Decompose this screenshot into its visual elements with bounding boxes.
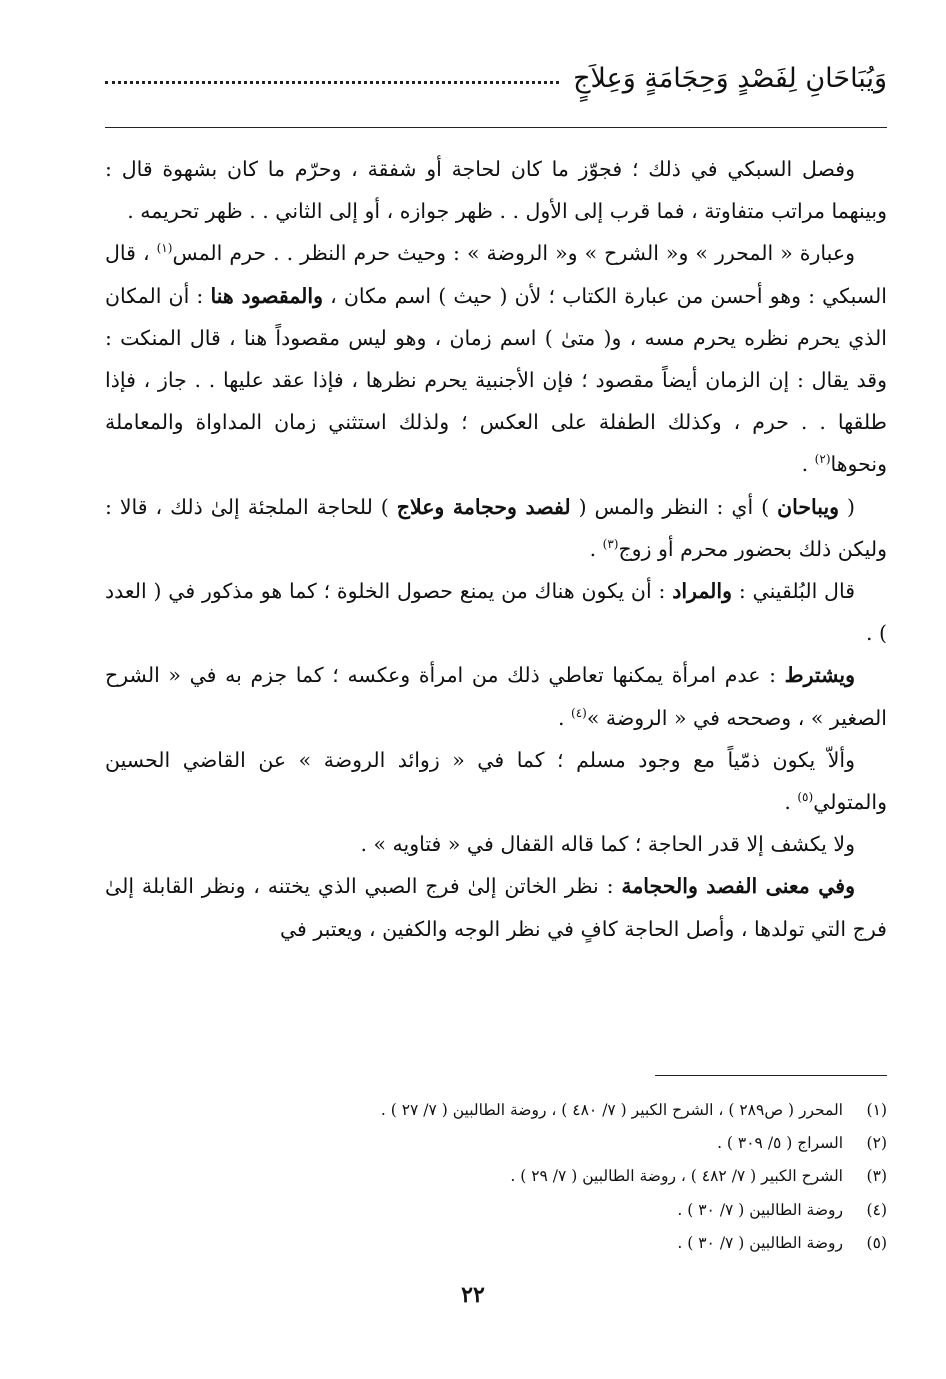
paragraph-3-bold-2: لفصد وحجامة وعلاج	[396, 494, 571, 519]
footnote-number: (١)	[866, 1101, 887, 1119]
footnote-text: الشرح الكبير ( ٧/ ٤٨٢ ) ، روضة الطالبين ( ٧/ ٢٩ ) .	[510, 1167, 843, 1186]
paragraph-5-end: .	[557, 705, 571, 730]
paragraph-8	[105, 865, 887, 949]
footnote-text: السراج ( ٥/ ٣٠٩ ) .	[717, 1134, 843, 1153]
paragraph-3-text-a: (	[839, 494, 856, 519]
footnotes	[105, 1094, 887, 1260]
paragraph-8-text-a: : نظر الخاتن إلىٰ فرج الصبي الذي يختنه ، ونظر القابلة إلىٰ فرج التي تولدها ، وأصل الحاجة كافٍ في نظر الوجه والكفين ، ويعتبر في	[105, 874, 887, 941]
paragraph-6-text-a: وألاّ يكون ذمّياً مع وجود مسلم ؛ كما في « زوائد الروضة » عن القاضي الحسين والمتولي	[105, 747, 887, 815]
paragraph-3-text-c: ) للحاجة الملجئة إلىٰ ذلك ، قالا : وليكن ذلك بحضور محرم أو زوج	[105, 494, 887, 561]
paragraph-5-bold: ويشترط	[784, 663, 855, 688]
footnote-number: (٣)	[866, 1167, 887, 1186]
paragraph-6-end: .	[784, 790, 798, 815]
paragraph-1	[105, 148, 887, 232]
footnote-text: روضة الطالبين ( ٧/ ٣٠ ) .	[677, 1233, 843, 1252]
paragraph-3-end: .	[589, 536, 603, 561]
header-divider	[105, 127, 887, 128]
paragraph-2-text-b: ، قال السبكي : وهو أحسن من عبارة الكتاب ؛ لأن ( حيث ) اسم مكان ،	[105, 241, 887, 308]
footnote-item	[105, 1160, 887, 1193]
page-number: ٢٢	[461, 1282, 485, 1308]
main-text	[105, 148, 887, 950]
paragraph-8-bold: وفي معنى الفصد والحجامة	[621, 874, 855, 899]
paragraph-3-text-b: ) أي : النظر والمس (	[570, 494, 778, 519]
header-title: وَيُبَاحَانِ لِفَصْدٍ وَحِجَامَةٍ وَعِلاَجٍ	[573, 62, 887, 94]
footnote-item	[105, 1094, 887, 1127]
paragraph-4	[105, 570, 887, 654]
paragraph-3-bold-1: ويباحان	[777, 494, 840, 519]
paragraph-5	[105, 654, 887, 738]
footnote-ref-3: (٣)	[602, 537, 619, 551]
footnote-number: (٢)	[866, 1134, 887, 1153]
paragraph-2-text-a: وعبارة « المحرر » و« الشرح » و« الروضة » : وحيث حرم النظر . . حرم المس	[172, 241, 855, 266]
footnote-ref-2: (٢)	[814, 452, 831, 467]
paragraph-4-text-b: : أن يكون هناك من يمنع حصول الخلوة ؛ كما هو مذكور في ( العدد ) .	[105, 579, 887, 646]
paragraph-2	[105, 232, 887, 485]
footnote-ref-1: (١)	[156, 241, 173, 256]
paragraph-2-text-c: : أن المكان الذي يحرم نظره يحرم مسه ، و( متىٰ ) اسم زمان ، وهو ليس مقصوداً هنا ، قال المنكت : وقد يقال : إن الزمان أيضاً مقصود ؛ فإن الأجنبية يحرم نظرها ، فإذا عقد عليها . . جاز ، فإذا طلقها . . حرم ، وكذلك الطفلة على العكس ؛ ولذلك استثني زمان المداواة والمعاملة ونحوها	[105, 283, 887, 477]
footnote-text: روضة الطالبين ( ٧/ ٣٠ ) .	[677, 1200, 843, 1219]
paragraph-7-text: ولا يكشف إلا قدر الحاجة ؛ كما قاله القفال في « فتاويه » .	[360, 832, 855, 857]
footnote-number: (٤)	[866, 1200, 887, 1219]
paragraph-7	[105, 823, 887, 865]
paragraph-2-bold: والمقصود هنا	[210, 283, 323, 308]
footnote-ref-4: (٤)	[571, 705, 587, 720]
paragraph-4-bold: والمراد	[672, 579, 733, 604]
footnote-item	[105, 1227, 887, 1260]
footnote-item	[105, 1127, 887, 1160]
footnote-divider	[655, 1075, 887, 1076]
footnote-number: (٥)	[866, 1233, 887, 1252]
paragraph-2-end: .	[801, 452, 815, 477]
paragraph-5-text-a: : عدم امرأة يمكنها تعاطي ذلك من امرأة وعكسه ؛ كما جزم به في « الشرح الصغير » ، وصححه في « الروضة »	[105, 663, 887, 730]
paragraph-4-text-a: قال البُلقيني :	[732, 579, 855, 604]
footnote-ref-5: (٥)	[797, 790, 814, 805]
paragraph-1-text: وفصل السبكي في ذلك ؛ فجوّز ما كان لحاجة أو شفقة ، وحرّم ما كان بشهوة قال : وبينهما مراتب متفاوتة ، فما قرب إلى الأول . . ظهر جوازه ، أو إلى الثاني . . ظهر تحريمه .	[105, 157, 887, 224]
footnote-item	[105, 1194, 887, 1227]
running-header	[105, 52, 887, 104]
paragraph-3	[105, 486, 887, 570]
paragraph-6	[105, 739, 887, 823]
footnote-text: المحرر ( ص٢٨٩ ) ، الشرح الكبير ( ٧/ ٤٨٠ ) ، روضة الطالبين ( ٧/ ٢٧ ) .	[380, 1101, 843, 1119]
header-dot-leader	[105, 81, 559, 84]
